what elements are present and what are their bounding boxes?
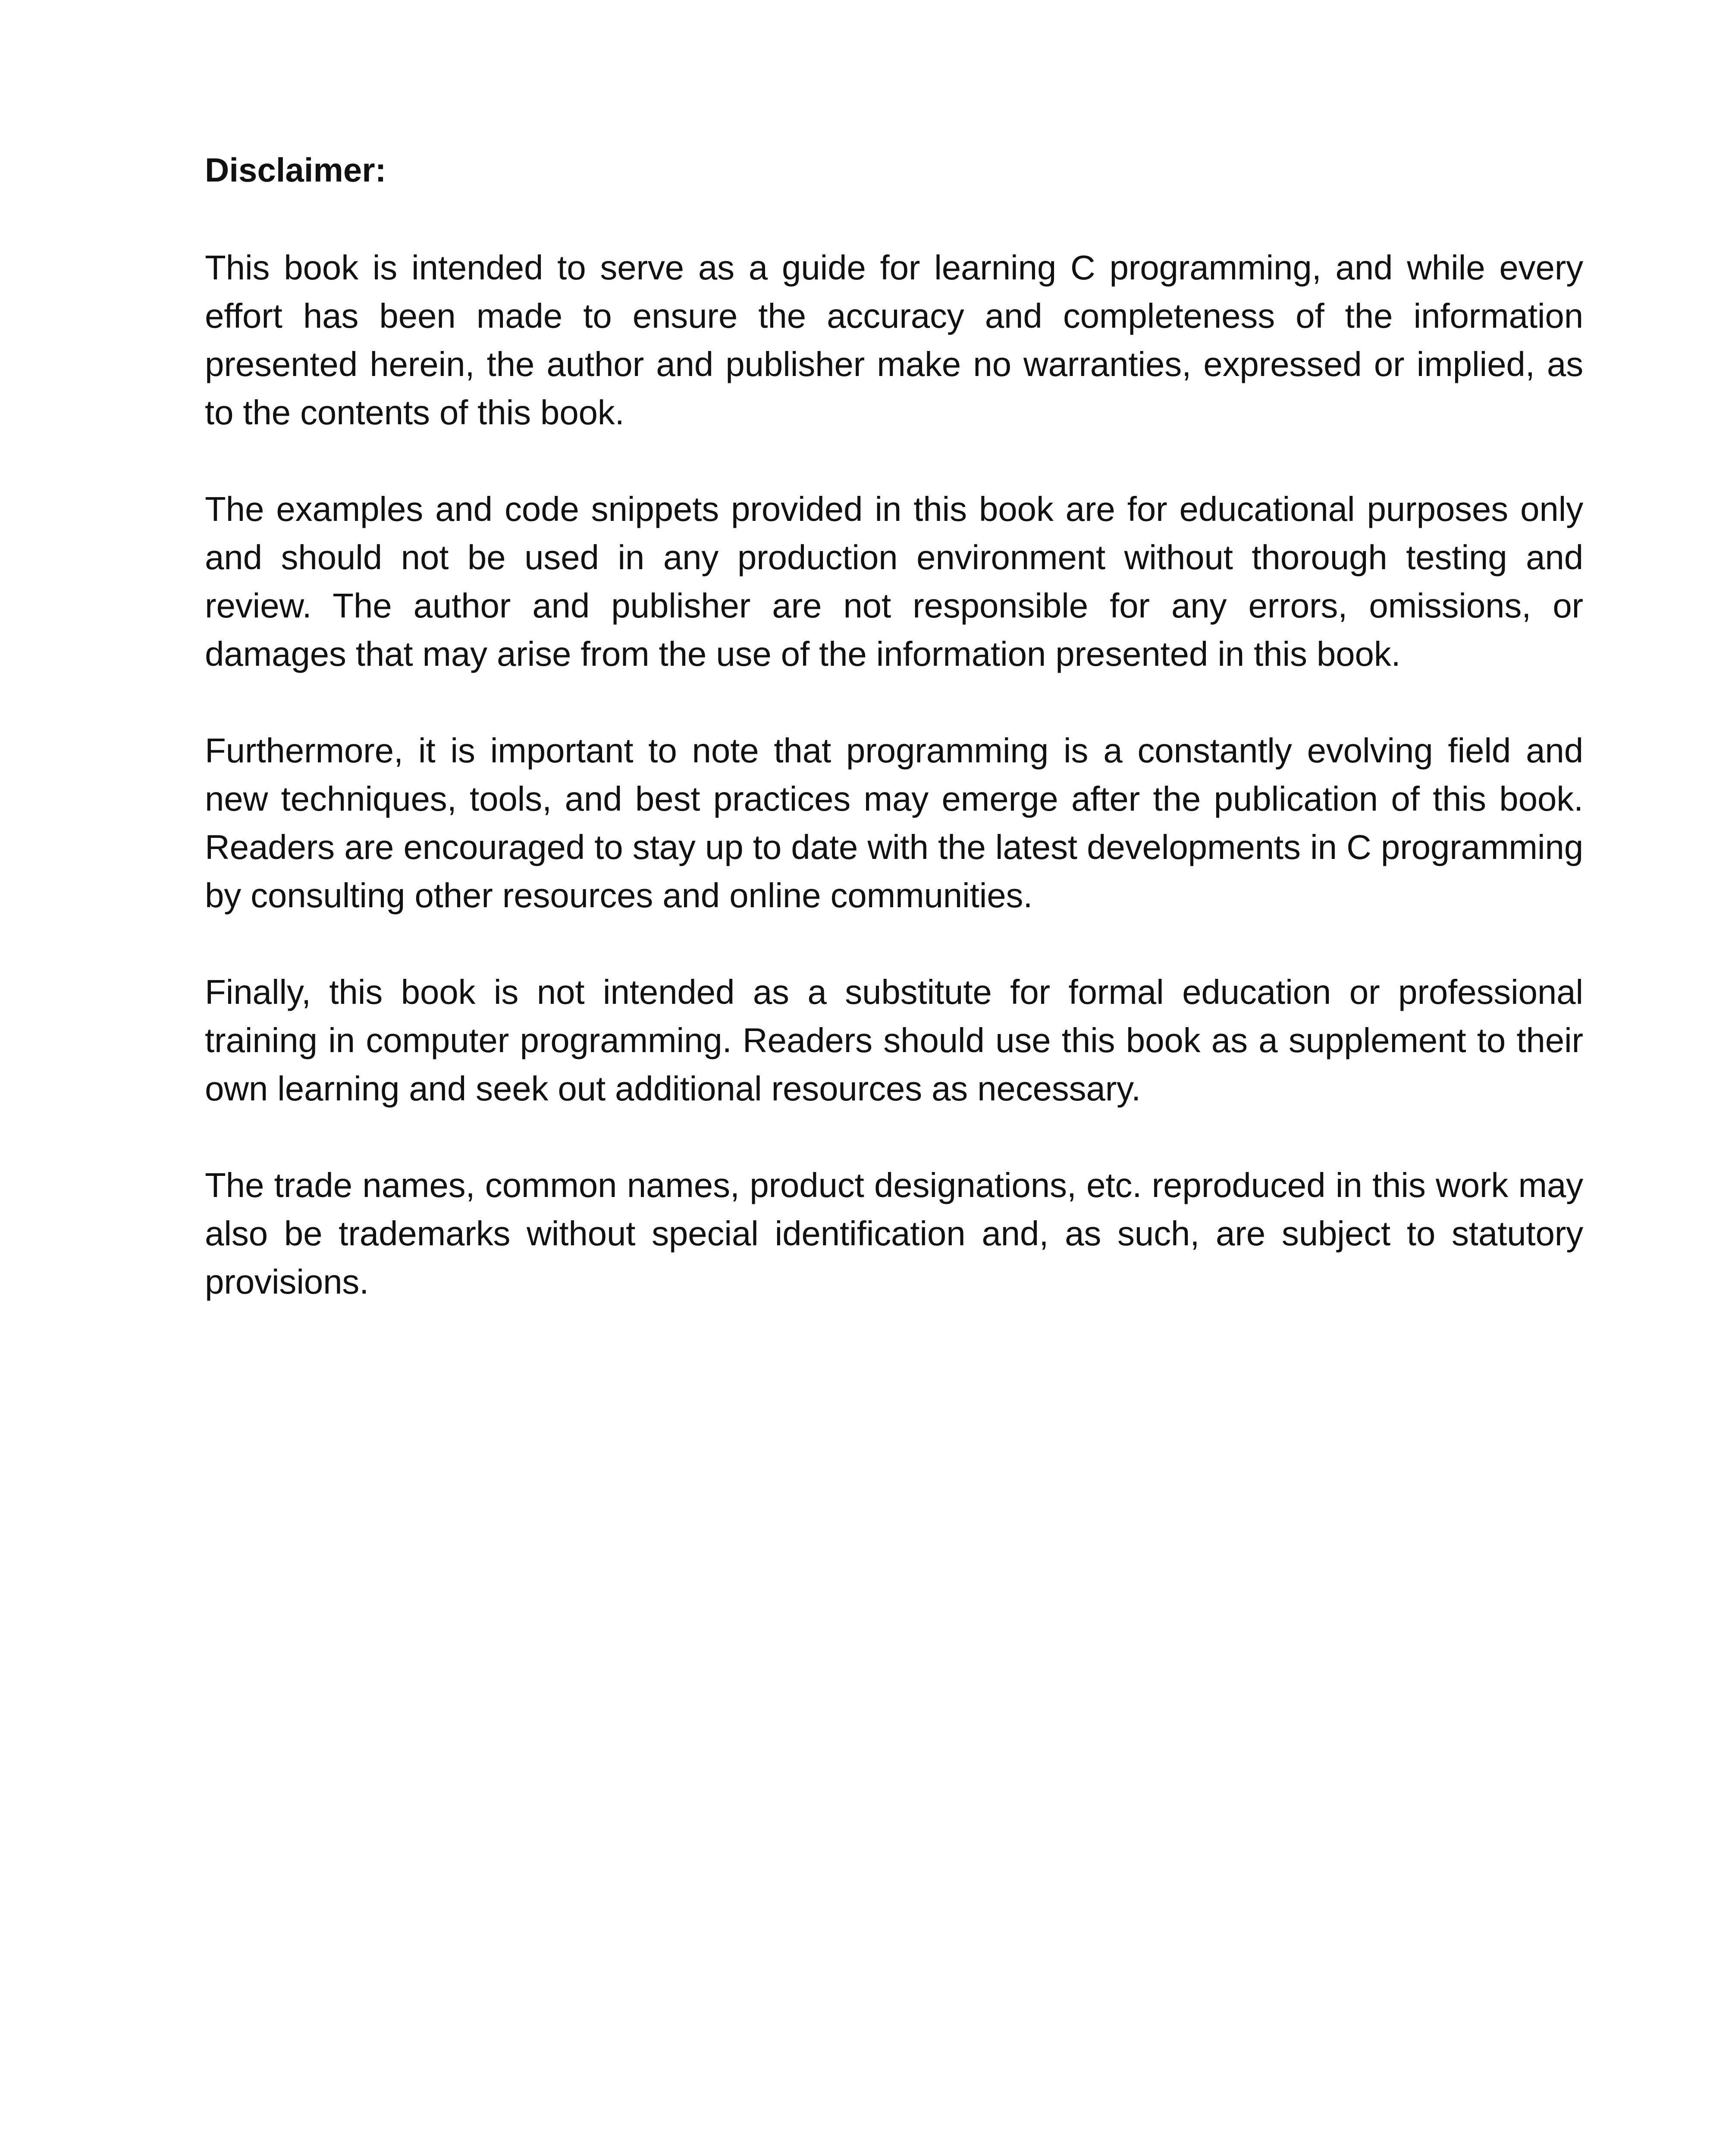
paragraph-accuracy: This book is intended to serve as a guide for learning C programming, and while every effort has been made to ensure the accuracy and completeness of the information presented herein, the author and publisher make no warranties, expressed or implied, as to the contents of this book.: [205, 248, 1583, 432]
disclaimer-section: [205, 146, 1583, 1354]
paragraph-educational-use: The examples and code snippets provided in this book are for educational purposes only and should not be used in any production environment without thorough testing and review. The author and publisher are not responsible for any errors, omissions, or damages that may arise from the use of the information presented in this book.: [205, 490, 1583, 673]
paragraph-evolving-field: Furthermore, it is important to note that programming is a constantly evolving field and new techniques, tools, and best practices may emerge after the publication of this book. Readers are encouraged to stay up to date with the latest developments in C programming by consulting other resources and online communities.: [205, 731, 1583, 915]
paragraph-trademarks: The trade names, common names, product designations, etc. reproduced in this work may also be trademarks without special identification and, as such, are subject to statutory provisions.: [205, 1166, 1583, 1301]
paragraph-not-substitute: Finally, this book is not intended as a substitute for formal education or professional training in computer programming. Readers should use this book as a supplement to their own learning and seek out additional resources as necessary.: [205, 973, 1583, 1108]
disclaimer-heading: Disclaimer:: [205, 151, 386, 189]
